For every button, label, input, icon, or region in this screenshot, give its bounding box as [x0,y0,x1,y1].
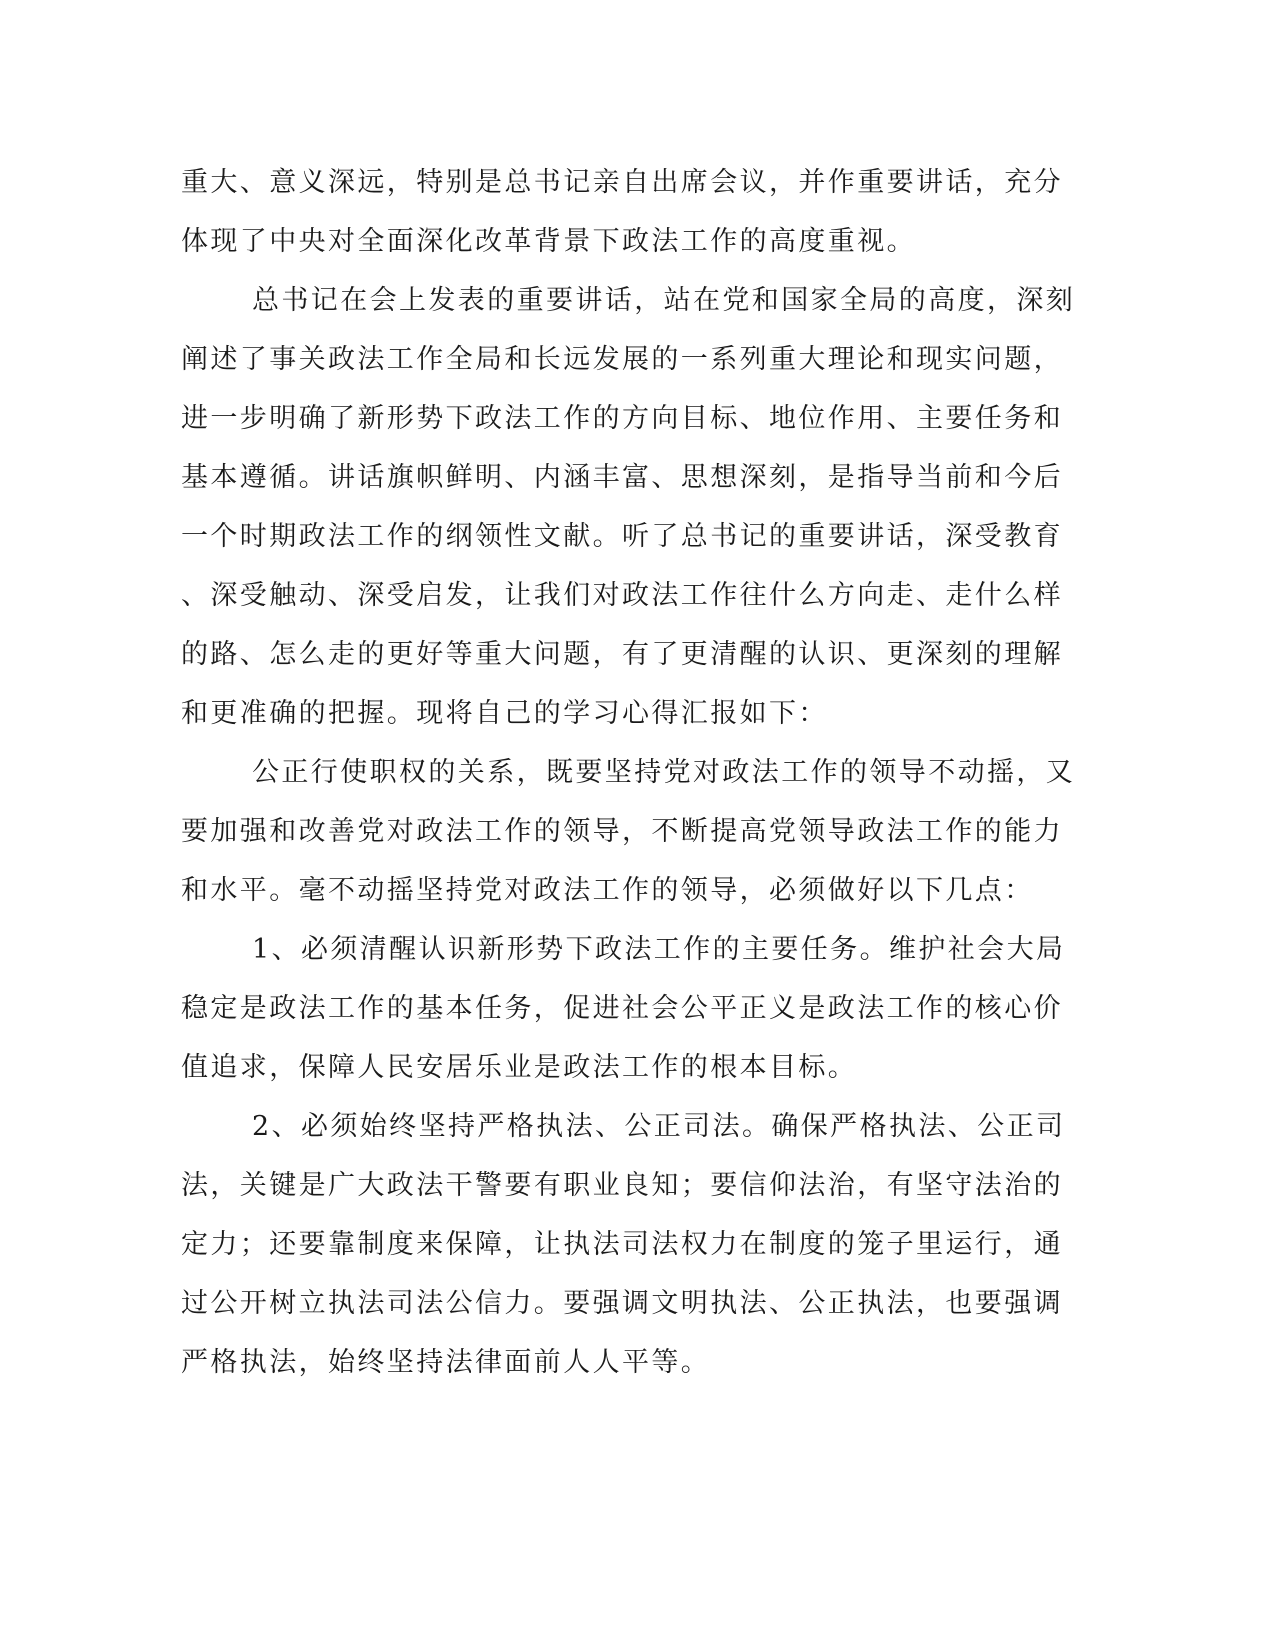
text-line: 过公开树立执法司法公信力。要强调文明执法、公正执法，也要强调 [181,1288,1063,1319]
text-line: 和水平。毫不动摇坚持党对政法工作的领导，必须做好以下几点： [181,875,1034,906]
text-line: 法，关键是广大政法干警要有职业良知；要信仰法治，有坚守法治的 [181,1170,1063,1201]
text-line: 1、必须清醒认识新形势下政法工作的主要任务。维护社会大局 [252,934,1066,965]
text-line: 定力；还要靠制度来保障，让执法司法权力在制度的笼子里运行，通 [181,1229,1063,1260]
paragraph-5 [181,1097,1066,1392]
paragraph-4 [181,920,1066,1097]
paragraph-1 [181,153,1063,271]
text-line: 和更准确的把握。现将自己的学习心得汇报如下： [181,698,828,729]
text-line: 一个时期政法工作的纲领性文献。听了总书记的重要讲话，深受教育 [181,521,1063,552]
text-line: 稳定是政法工作的基本任务，促进社会公平正义是政法工作的核心价 [181,993,1063,1024]
text-line: 值追求，保障人民安居乐业是政法工作的根本目标。 [181,1052,858,1083]
text-line: 基本遵循。讲话旗帜鲜明、内涵丰富、思想深刻，是指导当前和今后 [181,462,1063,493]
paragraph-3 [181,743,1076,920]
text-line: 总书记在会上发表的重要讲话，站在党和国家全局的高度，深刻 [252,285,1076,316]
text-line: 2、必须始终坚持严格执法、公正司法。确保严格执法、公正司 [252,1111,1066,1142]
text-line: 要加强和改善党对政法工作的领导，不断提高党领导政法工作的能力 [181,816,1063,847]
document-body [181,153,1076,1392]
text-line: 进一步明确了新形势下政法工作的方向目标、地位作用、主要任务和 [181,403,1063,434]
text-line: 体现了中央对全面深化改革背景下政法工作的高度重视。 [181,226,916,257]
text-line: 严格执法，始终坚持法律面前人人平等。 [181,1347,711,1378]
text-line: 公正行使职权的关系，既要坚持党对政法工作的领导不动摇，又 [252,757,1076,788]
text-line: 阐述了事关政法工作全局和长远发展的一系列重大理论和现实问题， [181,344,1063,375]
text-line: 、深受触动、深受启发，让我们对政法工作往什么方向走、走什么样 [181,580,1063,611]
text-line: 的路、怎么走的更好等重大问题，有了更清醒的认识、更深刻的理解 [181,639,1063,670]
paragraph-2 [181,271,1076,743]
text-line: 重大、意义深远，特别是总书记亲自出席会议，并作重要讲话，充分 [181,167,1063,198]
